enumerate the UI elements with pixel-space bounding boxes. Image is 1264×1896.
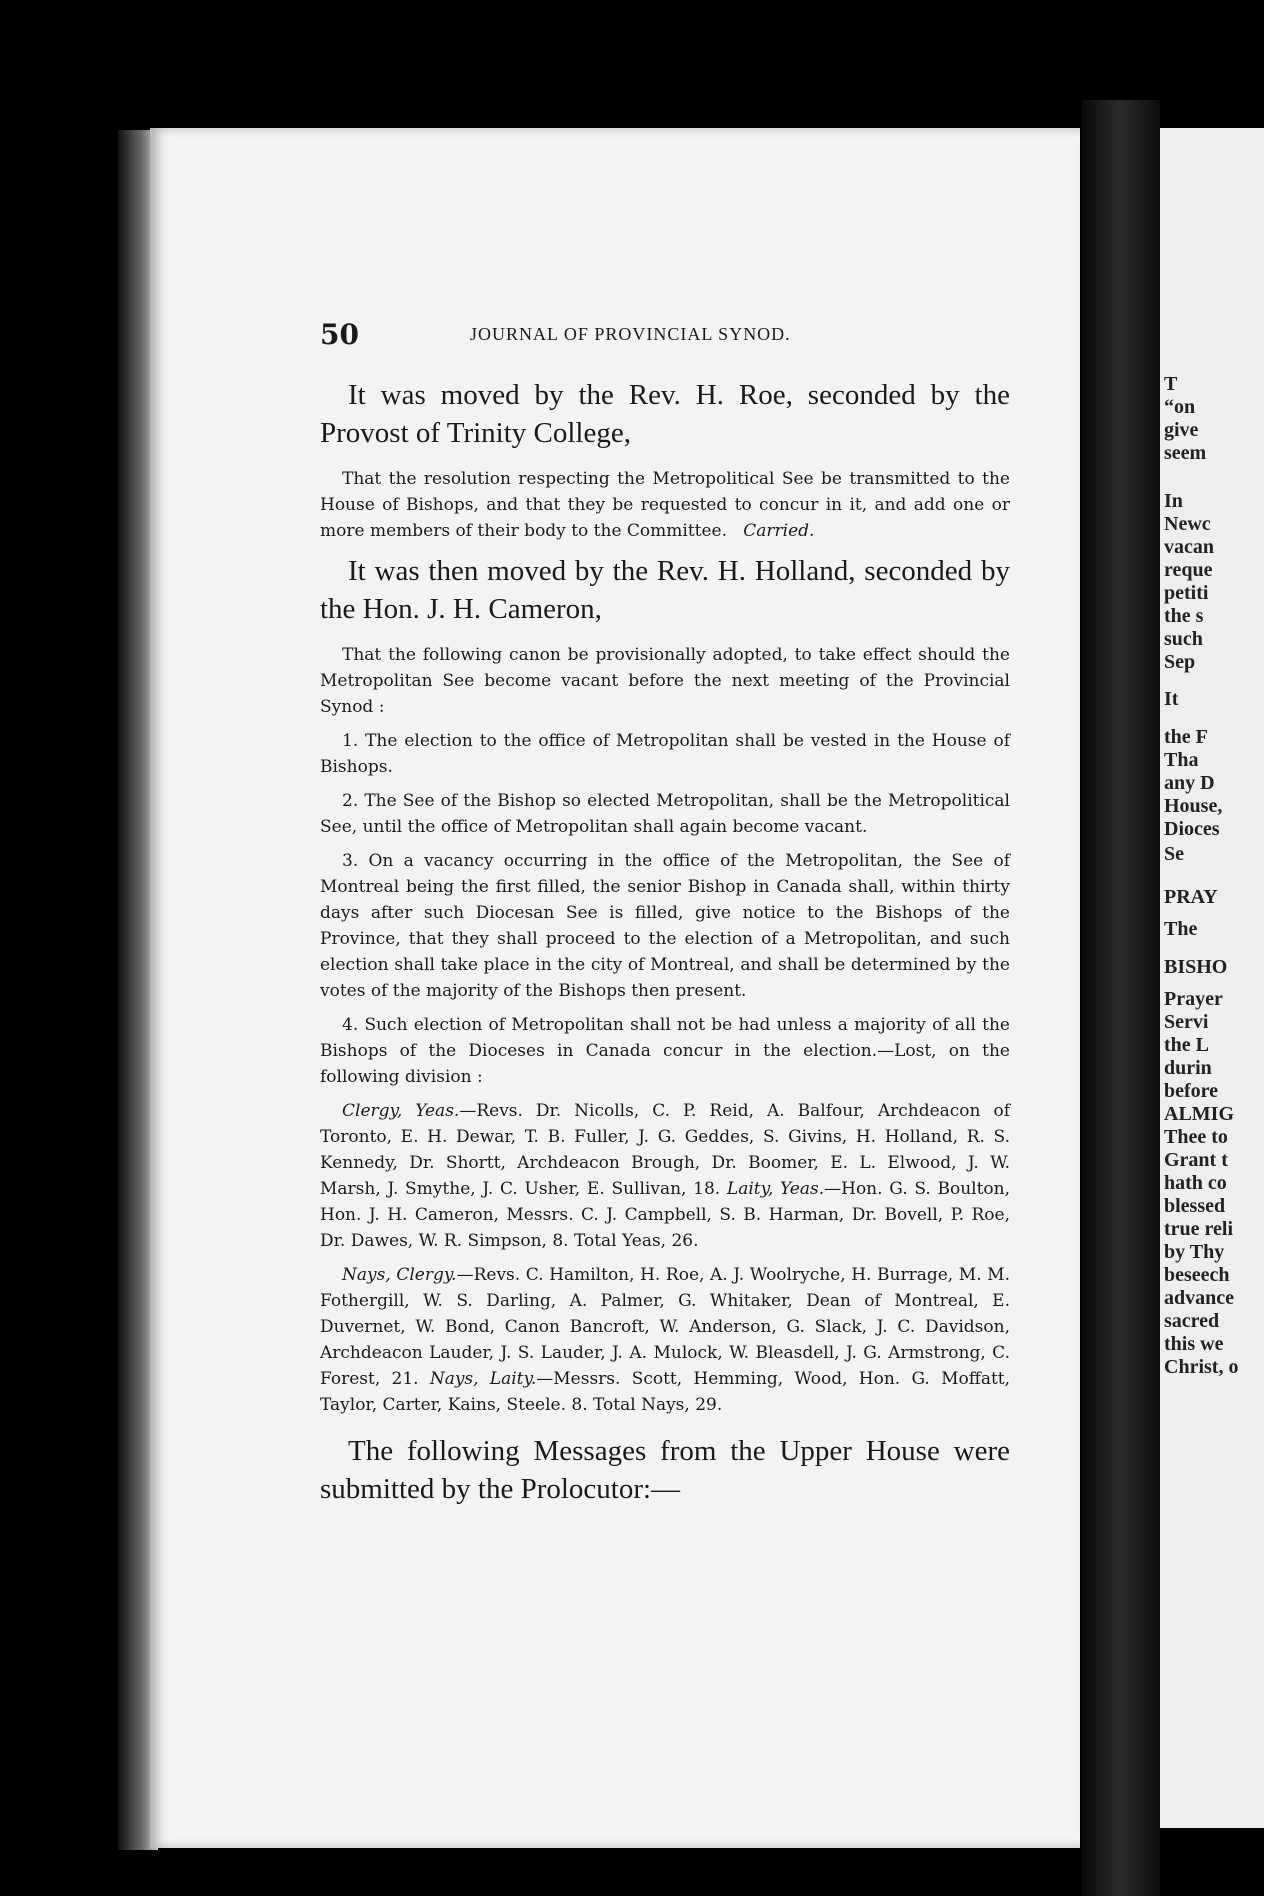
nays-clergy-label: Nays, Clergy. <box>342 1265 457 1285</box>
motion-1-text <box>320 466 1010 544</box>
facing-page-fragment: seem <box>1164 442 1207 464</box>
facing-page-fragment: before <box>1164 1080 1219 1102</box>
facing-page-fragment: Christ, o <box>1164 1356 1239 1378</box>
facing-page-fragment: vacan <box>1164 536 1214 558</box>
facing-page-fragment: Prayer <box>1164 988 1223 1010</box>
facing-page-fragment: Newc <box>1164 513 1211 535</box>
motion-1-resolution: That the resolution respecting the Metropolitical See be transmitted to the House of Bishops, and that they be requested to concur in it, and add one or more members of their body to the Committee. <box>320 469 1010 541</box>
facing-page-fragment: Servi <box>1164 1011 1209 1033</box>
facing-page-fragment: reque <box>1164 559 1213 581</box>
page-content <box>320 318 1010 1522</box>
facing-page-fragment: the L <box>1164 1034 1209 1056</box>
facing-page-fragment: such <box>1164 628 1203 650</box>
facing-page-fragment: “on <box>1164 396 1196 418</box>
division-nays <box>320 1262 1010 1418</box>
facing-page-fragment: The <box>1164 918 1198 940</box>
closing-paragraph: The following Messages from the Upper House were submitted by the Prolocutor:— <box>320 1435 1010 1505</box>
facing-page-fragment: by Thy <box>1164 1241 1225 1263</box>
facing-page-fragment: Thee to <box>1164 1126 1228 1148</box>
facing-page-fragment: Tha <box>1164 749 1199 771</box>
yeas-laity-list: —Hon. G. S. Boulton, Hon. J. H. Cameron, Messrs. C. J. Campbell, S. B. Harman, Dr. Bovell, P. Roe, Dr. Dawes, W. R. Simpson, 8. Total Yeas, 26. <box>320 1179 1011 1251</box>
facing-page-fragment: ALMIG <box>1164 1103 1234 1125</box>
facing-page-fragment: blessed <box>1164 1195 1226 1217</box>
facing-page-fragment: In <box>1164 490 1183 512</box>
yeas-clergy-label: Clergy, Yeas. <box>342 1101 460 1121</box>
nays-laity-list: —Messrs. Scott, Hemming, Wood, Hon. G. Moffatt, Taylor, Carter, Kains, Steele. 8. Total Nays, 29. <box>320 1369 1011 1415</box>
yeas-laity-label: Laity, Yeas. <box>726 1179 825 1199</box>
running-title: JOURNAL OF PROVINCIAL SYNOD. <box>470 324 791 344</box>
facing-page-fragment: House, <box>1164 795 1223 817</box>
facing-page-fragment: durin <box>1164 1057 1212 1079</box>
book-page <box>150 128 1080 1848</box>
division-yeas <box>320 1098 1010 1254</box>
facing-page-fragment: any D <box>1164 772 1215 794</box>
facing-page-fragment: true reli <box>1164 1218 1234 1240</box>
canon-clause-3: 3. On a vacancy occurring in the office of the Metropolitan, the See of Montreal being the first filled, the senior Bishop in Canada shall, within thirty days after such Diocesan See is filled, give notice to the Bishops of the Province, that they shall proceed to the election of a Metropolitan, and such election shall take place in the city of Montreal, and shall be determined by the votes of the majority of the Bishops then present. <box>320 851 1010 1001</box>
facing-page-fragment: this we <box>1164 1333 1224 1355</box>
facing-page <box>1160 128 1264 1828</box>
facing-page-fragment: T <box>1164 373 1178 395</box>
facing-page-fragment: petiti <box>1164 582 1209 604</box>
scan-left-border <box>0 0 130 1896</box>
page-header <box>320 318 1010 358</box>
facing-page-fragment: It <box>1164 688 1179 710</box>
canon-clause-1: 1. The election to the office of Metropolitan shall be vested in the House of Bishops. <box>320 731 1010 777</box>
motion-1-intro: It was moved by the Rev. H. Roe, seconded by the Provost of Trinity College, <box>320 379 1010 449</box>
facing-page-fragment: Se <box>1164 843 1184 865</box>
facing-page-fragment: sacred <box>1164 1310 1220 1332</box>
facing-page-fragment: Sep <box>1164 651 1196 673</box>
facing-page-fragment: advance <box>1164 1287 1234 1309</box>
motion-1-result: Carried. <box>743 521 815 541</box>
canon-clause-2: 2. The See of the Bishop so elected Metropolitan, shall be the Metropolitical See, until the office of Metropolitan shall again become vacant. <box>320 791 1010 837</box>
facing-page-fragment: give <box>1164 419 1199 441</box>
canon-clause-4: 4. Such election of Metropolitan shall not be had unless a majority of all the Bishops of the Dioceses in Canada concur in the election.—Lost, on the following division : <box>320 1015 1010 1087</box>
facing-page-fragment: the s <box>1164 605 1204 627</box>
motion-2-intro: It was then moved by the Rev. H. Holland, seconded by the Hon. J. H. Cameron, <box>320 555 1010 625</box>
motion-2-text: That the following canon be provisionally adopted, to take effect should the Metropolitan See become vacant before the next meeting of the Provincial Synod : <box>320 645 1010 717</box>
page-number: 50 <box>320 318 359 351</box>
facing-page-fragment: hath co <box>1164 1172 1227 1194</box>
book-spine <box>1082 100 1160 1896</box>
facing-page-fragment: the F <box>1164 726 1208 748</box>
yeas-clergy-list: —Revs. Dr. Nicolls, C. P. Reid, A. Balfour, Archdeacon of Toronto, E. H. Dewar, T. B. Fuller, J. G. Geddes, S. Givins, H. Holland, R. S. Kennedy, Dr. Shortt, Archdeacon Brough, Dr. Boomer, E. L. Elwood, J. W. Marsh, J. Smythe, J. C. Usher, E. Sullivan, 18. <box>320 1101 1010 1199</box>
facing-page-fragment: beseech <box>1164 1264 1230 1286</box>
facing-page-fragment: PRAY <box>1164 886 1218 908</box>
facing-page-fragment: BISHO <box>1164 956 1228 978</box>
nays-laity-label: Nays, Laity. <box>429 1369 537 1389</box>
facing-page-fragment: Dioces <box>1164 818 1220 840</box>
nays-clergy-list: —Revs. C. Hamilton, H. Roe, A. J. Woolryche, H. Burrage, M. M. Fothergill, W. S. Darling, A. Palmer, G. Whitaker, Dean of Montreal, E. Duvernet, W. Bond, Canon Bancroft, W. Anderson, G. Slack, J. C. Davidson, Archdeacon Lauder, J. S. Lauder, J. A. Mulock, W. Bleasdell, J. G. Armstrong, C. Forest, 21. <box>320 1265 1010 1389</box>
facing-page-fragment: Grant t <box>1164 1149 1228 1171</box>
